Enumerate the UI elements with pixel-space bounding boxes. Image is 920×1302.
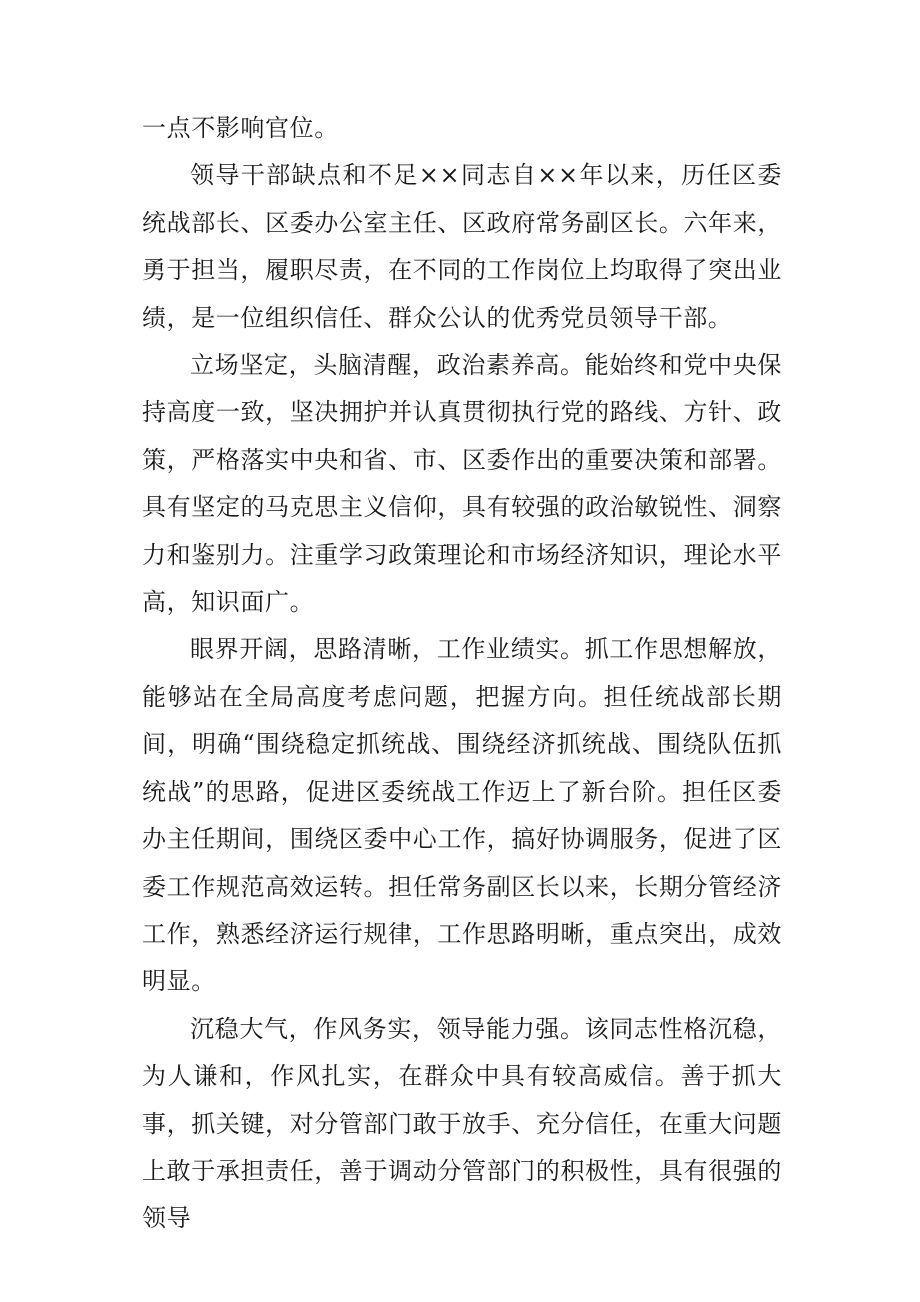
- paragraph-4: 眼界开阔，思路清晰，工作业绩实。抓工作思想解放，能够站在全局高度考虑问题，把握方向。担任统战部长期间，明确“围绕稳定抓统战、围绕经济抓统战、围绕队伍抓统战”的思路，促进区委统战工作迈上了新台阶。担任区委办主任期间，围绕区委中心工作，搞好协调服务，促进了区委工作规范高效运转。担任常务副区长以来，长期分管经济工作，熟悉经济运行规律，工作思路明晰，重点突出，成效明显。: [142, 635, 782, 996]
- paragraph-1: 一点不影响官位。: [142, 114, 339, 142]
- document-body: [142, 105, 782, 1243]
- paragraph-2: 领导干部缺点和不足××同志自××年以来，历任区委统战部长、区委办公室主任、区政府常务副区长。六年来，勇于担当，履职尽责，在不同的工作岗位上均取得了突出业绩，是一位组织信任、群众公认的优秀党员领导干部。: [142, 161, 782, 332]
- paragraph-3: 立场坚定，头脑清醒，政治素养高。能始终和党中央保持高度一致，坚决拥护并认真贯彻执行党的路线、方针、政策，严格落实中央和省、市、区委作出的重要决策和部署。具有坚定的马克思主义信仰，具有较强的政治敏锐性、洞察力和鉴别力。注重学习政策理论和市场经济知识，理论水平高，知识面广。: [142, 351, 782, 617]
- paragraph-5: 沉稳大气，作风务实，领导能力强。该同志性格沉稳，为人谦和，作风扎实，在群众中具有较高威信。善于抓大事，抓关键，对分管部门敢于放手、充分信任，在重大问题上敢于承担责任，善于调动分管部门的积极性，具有很强的领导: [142, 1014, 782, 1233]
